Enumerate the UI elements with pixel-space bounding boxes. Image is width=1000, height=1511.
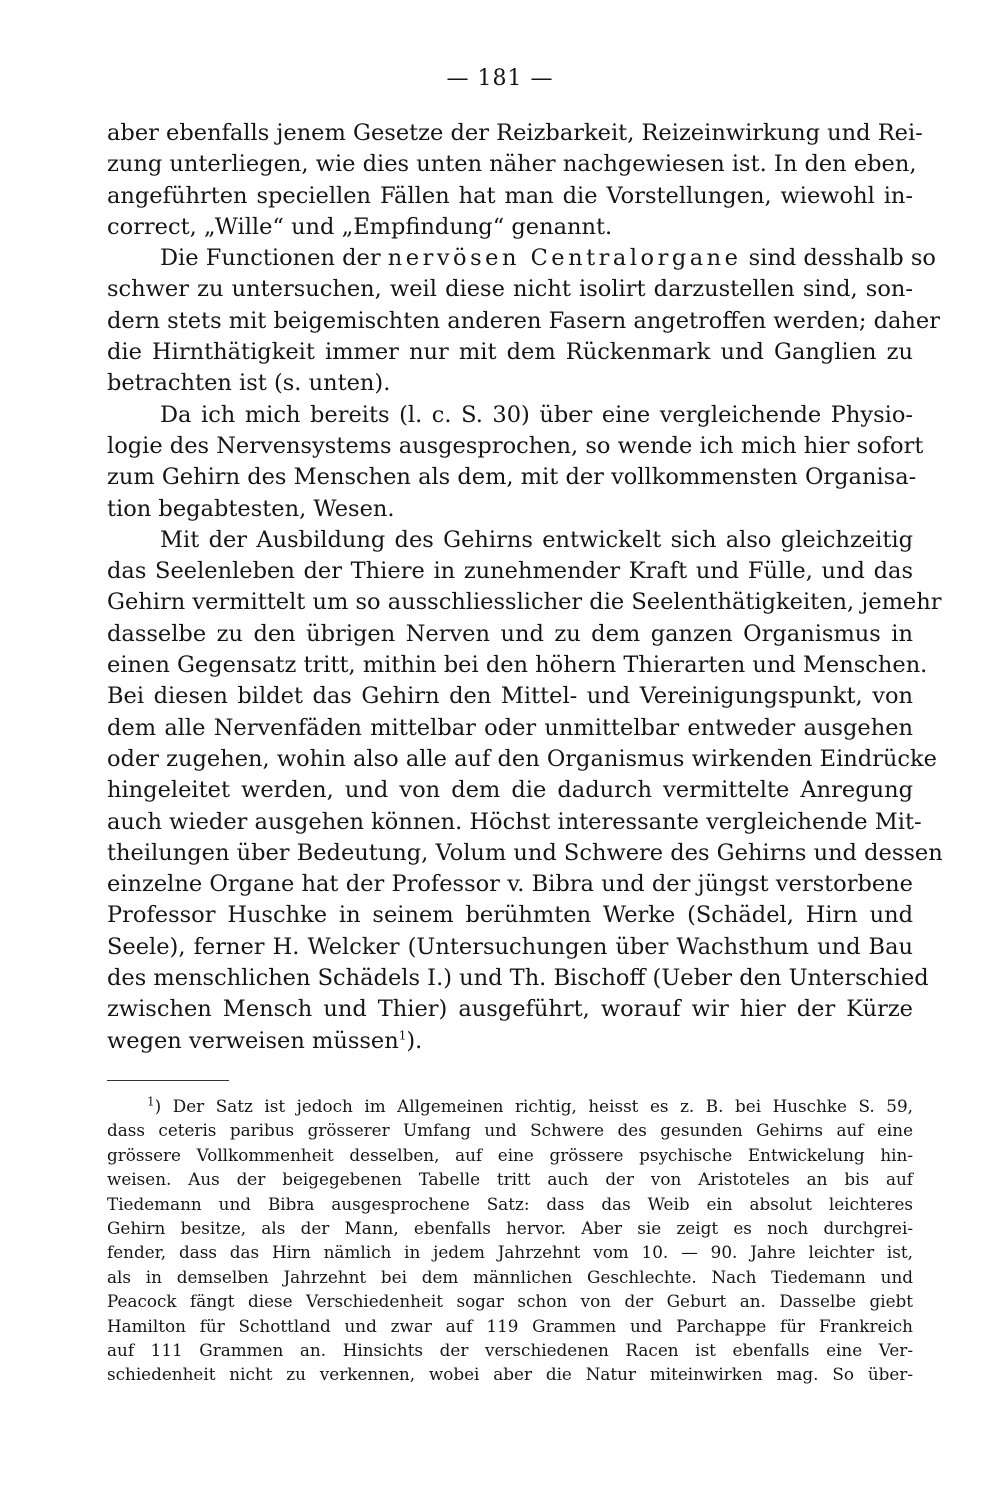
footnote-line: auf 111 Grammen an. Hinsichts der verschiedenen Racen ist ebenfalls eine Ver- <box>107 1339 913 1360</box>
text-fragment: sind desshalb so <box>748 245 936 272</box>
footnote-line: als in demselben Jahrzehnt bei dem männlichen Geschlechte. Nach Tiedemann und <box>107 1266 913 1287</box>
text-line: aber ebenfalls jenem Gesetze der Reizbarkeit, Reizeinwirkung und Rei- <box>107 120 923 146</box>
text-fragment: ) Der Satz ist jedoch im Allgemeinen richtig, heisst es z. B. bei Huschke S. 59, <box>154 1096 913 1116</box>
page-number: — 181 — <box>446 66 554 91</box>
text-line: Bei diesen bildet das Gehirn den Mittel- und Vereinigungspunkt, von <box>107 683 913 710</box>
text-line: oder zugehen, wohin also alle auf den Organismus wirkenden Eindrücke <box>107 745 937 772</box>
text-line: die Hirnthätigkeit immer nur mit dem Rückenmark und Ganglien zu <box>107 339 913 366</box>
text-line: das Seelenleben der Thiere in zunehmender Kraft und Fülle, und das <box>107 558 913 585</box>
footnote-line <box>107 1094 913 1118</box>
text-line: hingeleitet werden, und von dem die dadurch vermittelte Anregung <box>107 777 913 804</box>
text-line: Da ich mich bereits (l. c. S. 30) über eine vergleichende Physio- <box>160 401 913 428</box>
text-line: dern stets mit beigemischten anderen Fasern angetroffen werden; daher <box>107 307 940 334</box>
text-line: Gehirn vermittelt um so ausschliesslicher die Seelenthätigkeiten, jemehr <box>107 589 942 616</box>
footnote-line <box>107 1387 913 1411</box>
text-line: dem alle Nervenfäden mittelbar oder unmittelbar entweder ausgehen <box>107 714 913 741</box>
footnote-line: dass ceteris paribus grösserer Umfang und Schwere des gesunden Gehirns auf eine <box>107 1120 913 1141</box>
text-line: tion begabtesten, Wesen. <box>107 495 395 522</box>
footnote-line: weisen. Aus der beigegebenen Tabelle tritt auch der von Aristoteles an bis auf <box>107 1169 913 1190</box>
text-line: theilungen über Bedeutung, Volum und Schwere des Gehirns und dessen <box>107 839 943 866</box>
emphasized-term: nervösen Centralorgane <box>387 245 742 272</box>
text-line: zwischen Mensch und Thier) ausgeführt, worauf wir hier der Kürze <box>107 996 913 1023</box>
text-line: zum Gehirn des Menschen als dem, mit der vollkommensten Organisa- <box>107 464 917 491</box>
text-line: auch wieder ausgehen können. Höchst interessante vergleichende Mit- <box>107 808 922 835</box>
text-line: Professor Huschke in seinem berühmten Werke (Schädel, Hirn und <box>107 902 913 929</box>
text-line: betrachten ist (s. unten). <box>107 370 391 397</box>
text-line: des menschlichen Schädels I.) und Th. Bischoff (Ueber den Unterschied <box>107 965 929 992</box>
text-line: zung unterliegen, wie dies unten näher nachgewiesen ist. In den eben, <box>107 151 917 178</box>
text-line <box>107 243 936 274</box>
footnote-line: fender, dass das Hirn nämlich in jedem Jahrzehnt vom 10. — 90. Jahre leichter ist, <box>107 1242 913 1263</box>
footnote-number: 1 <box>147 1094 155 1109</box>
text-line: schwer zu untersuchen, weil diese nicht isolirt darzustellen sind, son- <box>107 276 913 303</box>
text-line: einzelne Organe hat der Professor v. Bibra und der jüngst verstorbene <box>107 871 913 898</box>
footnotes <box>107 1094 913 1411</box>
text-line: Seele), ferner H. Welcker (Untersuchungen über Wachsthum und Bau <box>107 933 913 960</box>
text-line: dasselbe zu den übrigen Nerven und zu dem ganzen Organismus in <box>107 620 913 647</box>
footnote-separator <box>107 1080 229 1081</box>
text-line: correct, „Wille“ und „Empfindung“ genannt. <box>107 213 613 240</box>
main-text <box>107 118 943 1057</box>
footnote-line: Tiedemann und Bibra ausgesprochene Satz: dass das Weib ein absolut leichteres <box>107 1193 913 1214</box>
text-line: logie des Nervensystems ausgesprochen, so wende ich mich hier sofort <box>107 432 924 459</box>
text-line: Mit der Ausbildung des Gehirns entwickelt sich also gleichzeitig <box>160 526 913 553</box>
text-line: angeführten speciellen Fällen hat man die Vorstellungen, wiewohl in- <box>107 182 913 209</box>
footnote-marker: 1 <box>398 1028 407 1043</box>
footnote-line: schiedenheit nicht zu verkennen, wobei aber die Natur miteinwirken mag. So über- <box>107 1364 913 1385</box>
text-fragment: wegen verweisen müssen <box>107 1027 399 1054</box>
text-line <box>107 1026 913 1057</box>
footnote-line: grössere Vollkommenheit desselben, auf eine grössere psychische Entwickelung hin- <box>107 1144 913 1165</box>
footnote-line: Peacock fängt diese Verschiedenheit sogar schon von der Geburt an. Dasselbe giebt <box>107 1291 913 1312</box>
footnote-line: Gehirn besitze, als der Mann, ebenfalls hervor. Aber sie zeigt es noch durchgrei- <box>107 1217 913 1238</box>
text-fragment: ). <box>406 1027 423 1054</box>
footnote-line: Hamilton für Schottland und zwar auf 119 Grammen und Parchappe für Frankreich <box>107 1315 913 1336</box>
text-fragment: Die Functionen der <box>160 245 381 272</box>
text-line: einen Gegensatz tritt, mithin bei den höhern Thierarten und Menschen. <box>107 652 928 679</box>
